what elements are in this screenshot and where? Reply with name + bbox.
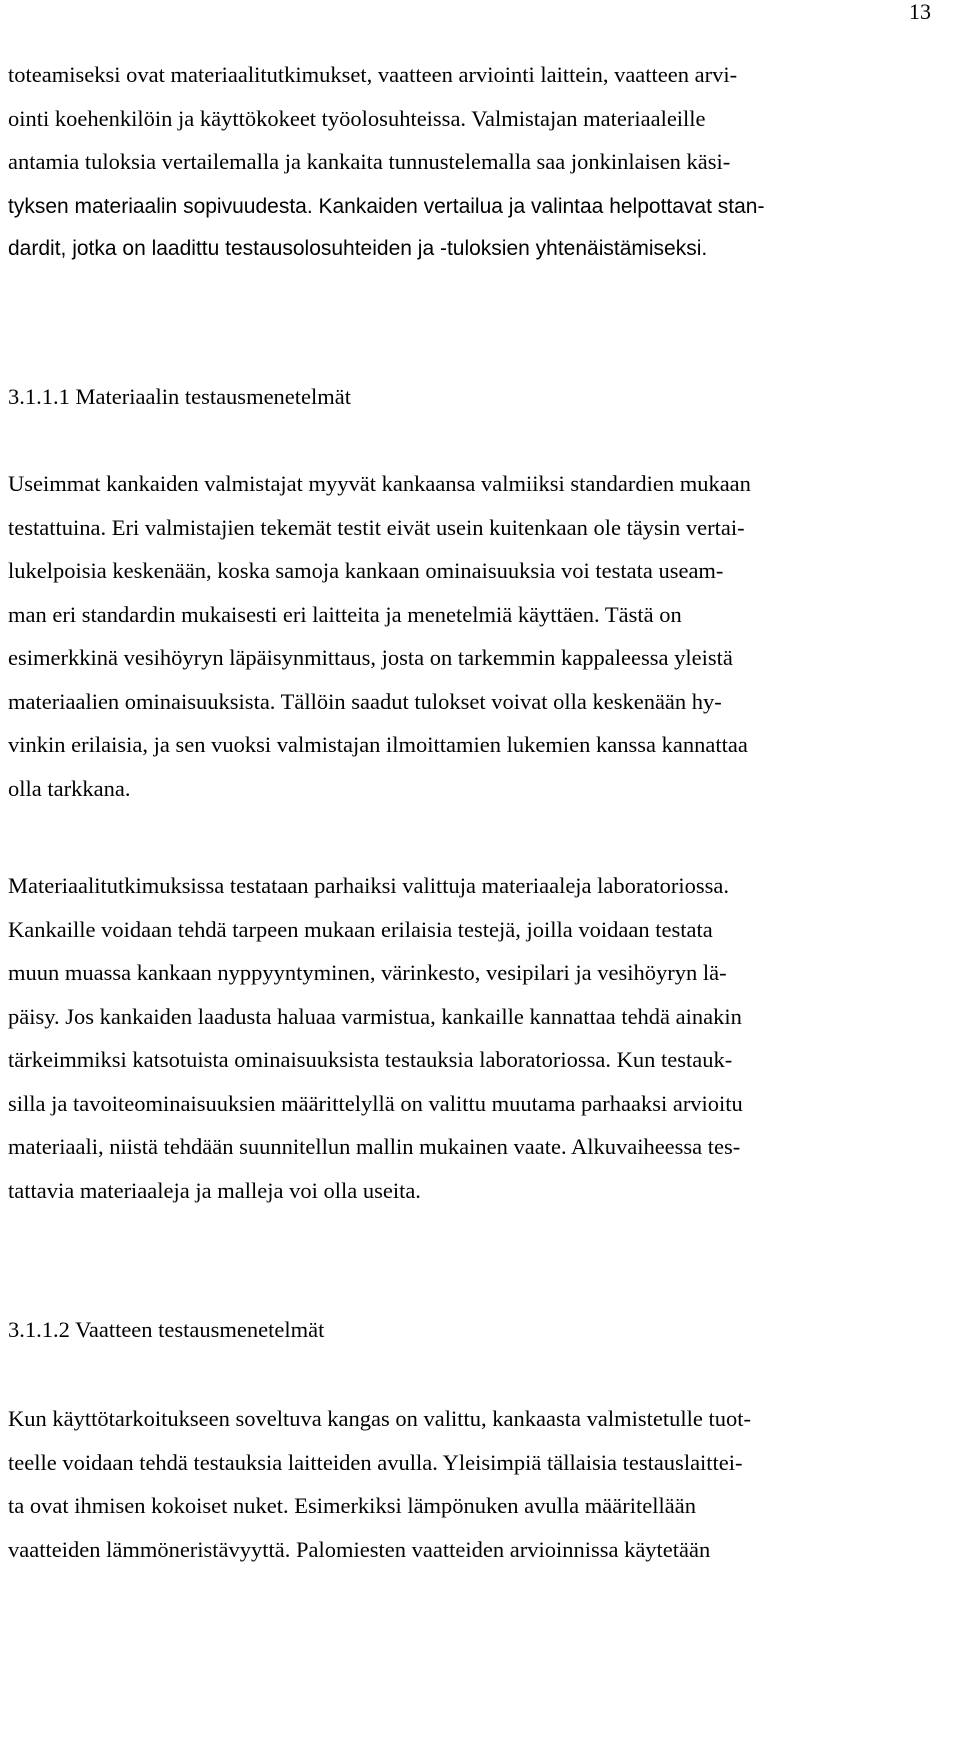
text-line: ointi koehenkilöin ja käyttökokeet työolosuhteissa. Valmistajan materiaaleille — [8, 105, 706, 131]
text-line: man eri standardin mukaisesti eri laitteita ja menetelmiä käyttäen. Tästä on — [8, 601, 682, 627]
paragraph-intro — [8, 53, 953, 271]
text-line: Kun käyttötarkoitukseen soveltuva kangas on valittu, kankaasta valmistetulle tuot- — [8, 1406, 751, 1431]
text-segment: tyksen materiaalin sopivuudesta. — [8, 194, 319, 218]
section-heading-material-testing: 3.1.1.1 Materiaalin testausmenetelmät — [8, 384, 352, 409]
text-line: tärkeimmiksi katsotuista ominaisuuksista testauksia laboratoriossa. Kun testauk- — [8, 1047, 733, 1072]
text-line: ta ovat ihmisen kokoiset nuket. Esimerkiksi lämpönuken avulla määritellään — [8, 1493, 696, 1518]
text-line-mixed — [8, 184, 953, 228]
paragraph-material-testing — [8, 462, 953, 810]
text-line: lukelpoisia keskenään, koska samoja kankaan ominaisuuksia voi testata useam- — [8, 558, 724, 583]
text-line: materiaalien ominaisuuksista. Tällöin saadut tulokset voivat olla keskenään hy- — [8, 688, 722, 714]
text-line: Materiaalitutkimuksissa testataan parhaiksi valittuja materiaaleja laboratoriossa. — [8, 873, 729, 898]
text-line: muun muassa kankaan nyppyyntyminen, värinkesto, vesipilari ja vesihöyryn lä- — [8, 960, 727, 985]
text-line: dardit, jotka on laadittu testausolosuhteiden ja -tuloksien yhtenäistämiseksi. — [8, 237, 708, 260]
section-heading-garment-testing: 3.1.1.2 Vaatteen testausmenetelmät — [8, 1317, 325, 1342]
text-line: vaatteiden lämmöneristävyyttä. Palomiesten vaatteiden arvioinnissa käytetään — [8, 1536, 711, 1562]
text-line: tattavia materiaaleja ja malleja voi olla useita. — [8, 1177, 421, 1203]
text-line: Kankaille voidaan tehdä tarpeen mukaan erilaisia testejä, joilla voidaan testata — [8, 916, 713, 942]
paragraph-garment-testing — [8, 1397, 953, 1571]
text-line: teelle voidaan tehdä testauksia laitteiden avulla. Yleisimpiä tällaisia testauslaittei- — [8, 1449, 743, 1475]
text-line: olla tarkkana. — [8, 775, 131, 801]
page-number: 13 — [909, 0, 931, 24]
text-line: testattuina. Eri valmistajien tekemät testit eivät usein kuitenkaan ole täysin vertai- — [8, 514, 745, 540]
text-line: Useimmat kankaiden valmistajat myyvät kankaansa valmiiksi standardien mukaan — [8, 471, 751, 496]
text-line: materiaali, niistä tehdään suunnitellun mallin mukainen vaate. Alkuvaiheessa tes- — [8, 1134, 741, 1159]
paragraph-laboratory — [8, 864, 953, 1212]
text-line: päisy. Jos kankaiden laadusta haluaa varmistua, kankaille kannattaa tehdä ainakin — [8, 1003, 742, 1029]
text-line: silla ja tavoiteominaisuuksien määrittelyllä on valittu muutama parhaaksi arvioitu — [8, 1090, 743, 1116]
text-segment: Kankaiden vertailua ja valintaa helpottavat stan- — [318, 194, 765, 218]
text-line: vinkin erilaisia, ja sen vuoksi valmistajan ilmoittamien lukemien kanssa kannattaa — [8, 732, 748, 757]
text-line: toteamiseksi ovat materiaalitutkimukset, vaatteen arviointi laittein, vaatteen arvi- — [8, 62, 738, 87]
text-line: antamia tuloksia vertailemalla ja kankaita tunnustelemalla saa jonkinlaisen käsi- — [8, 149, 731, 174]
text-line: esimerkkinä vesihöyryn läpäisynmittaus, josta on tarkemmin kappaleessa yleistä — [8, 645, 733, 670]
